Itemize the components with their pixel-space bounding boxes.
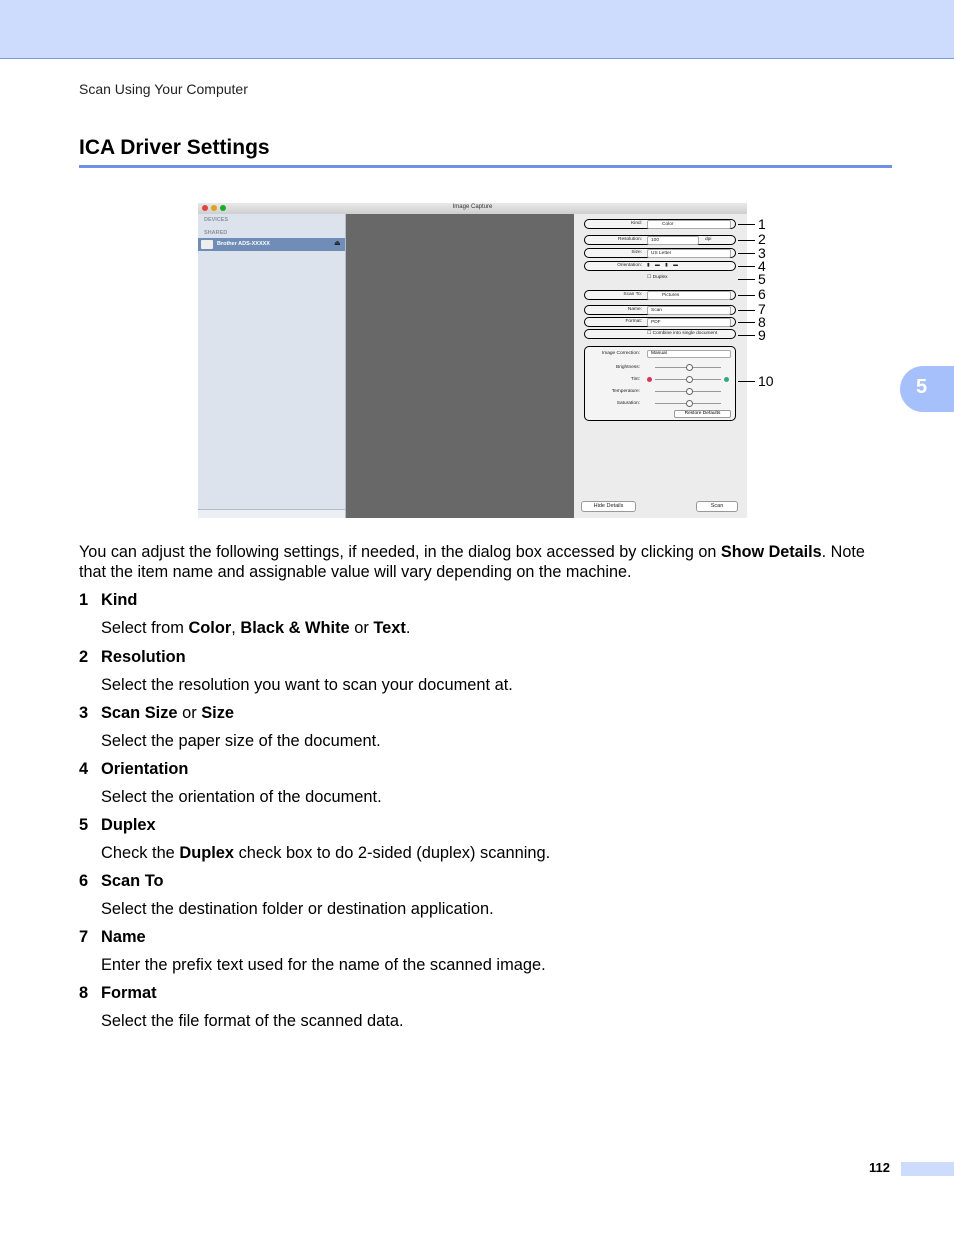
kind-row bbox=[584, 219, 736, 229]
brightness-label: Brightness: bbox=[616, 365, 640, 370]
item-title-or: or bbox=[177, 704, 202, 722]
item-title: Name bbox=[101, 928, 146, 946]
orientation-buttons[interactable]: ▮ ▬ ▮ ▬ bbox=[647, 263, 680, 268]
callout-number: 6 bbox=[758, 286, 766, 302]
running-title: Scan Using Your Computer bbox=[79, 81, 248, 97]
image-correction-group bbox=[584, 346, 736, 421]
intro-paragraph bbox=[79, 542, 892, 582]
scan-to-select[interactable] bbox=[647, 291, 731, 300]
scan-to-label: Scan To: bbox=[623, 292, 642, 297]
saturation-knob[interactable] bbox=[686, 400, 693, 407]
saturation-slider[interactable] bbox=[655, 403, 721, 404]
item-number: 4 bbox=[79, 760, 89, 778]
item-format-desc: Select the file format of the scanned data. bbox=[101, 1012, 404, 1030]
callout-line bbox=[738, 240, 755, 241]
callout-line bbox=[738, 266, 755, 267]
device-sidebar bbox=[198, 214, 346, 518]
callout-line bbox=[738, 322, 755, 323]
item-scan-to-desc: Select the destination folder or destination application. bbox=[101, 900, 494, 918]
image-correction-select[interactable] bbox=[647, 350, 731, 358]
devices-heading: DEVICES bbox=[204, 217, 229, 223]
item-number: 7 bbox=[79, 928, 89, 946]
image-correction-label: Image Correction: bbox=[601, 351, 640, 356]
saturation-label: Saturation: bbox=[616, 401, 640, 406]
desc-text: Select from bbox=[101, 619, 189, 637]
duplex-label: Duplex bbox=[652, 275, 668, 280]
temperature-knob[interactable] bbox=[686, 388, 693, 395]
intro-bold: Show Details bbox=[720, 543, 822, 561]
size-select[interactable] bbox=[647, 249, 731, 258]
name-label: Name: bbox=[627, 307, 642, 312]
item-kind-desc bbox=[101, 619, 410, 638]
callout-line bbox=[738, 224, 755, 225]
item-number: 5 bbox=[79, 816, 89, 834]
kind-value: Color bbox=[662, 222, 674, 227]
orientation-row bbox=[584, 261, 736, 271]
restore-defaults-button[interactable]: Restore Defaults bbox=[674, 410, 731, 418]
item-scan-size bbox=[79, 704, 234, 723]
combine-row bbox=[584, 329, 736, 339]
item-scan-to bbox=[79, 872, 164, 891]
item-orientation bbox=[79, 760, 188, 779]
format-select[interactable] bbox=[647, 318, 731, 327]
duplex-checkbox[interactable]: ☐ Duplex bbox=[647, 275, 668, 280]
item-kind bbox=[79, 591, 137, 610]
item-title: Size bbox=[201, 704, 235, 722]
item-title: Duplex bbox=[101, 816, 156, 834]
shared-heading: SHARED bbox=[204, 230, 228, 236]
tint-low-icon bbox=[647, 377, 652, 382]
image-correction-value: Manual bbox=[651, 351, 667, 356]
desc-bold: Text bbox=[373, 619, 406, 637]
format-value: PDF bbox=[651, 320, 661, 325]
device-name: Brother ADS-XXXXX bbox=[217, 241, 270, 247]
desc-text: or bbox=[349, 619, 374, 637]
duplex-row bbox=[584, 273, 736, 283]
item-title: Scan To bbox=[101, 872, 164, 890]
item-scan-size-desc: Select the paper size of the document. bbox=[101, 732, 381, 750]
resolution-value: 100 bbox=[651, 238, 660, 243]
callout-number: 8 bbox=[758, 314, 766, 330]
desc-bold: Color bbox=[188, 619, 232, 637]
scan-to-row bbox=[584, 290, 736, 300]
callout-number: 2 bbox=[758, 231, 766, 247]
name-value: Scan bbox=[651, 308, 662, 313]
desc-text: . bbox=[405, 619, 411, 637]
callout-number: 10 bbox=[758, 373, 774, 389]
desc-text: , bbox=[231, 619, 241, 637]
desc-bold: Duplex bbox=[179, 844, 235, 862]
item-duplex bbox=[79, 816, 156, 835]
resolution-label: Resolution: bbox=[618, 237, 642, 242]
scan-preview-area bbox=[346, 214, 574, 518]
eject-icon[interactable]: ⏏ bbox=[334, 240, 341, 247]
intro-text: . Note that the item name and assignable value will vary depending on the machine. bbox=[79, 543, 865, 581]
brightness-knob[interactable] bbox=[686, 364, 693, 371]
combine-checkbox[interactable]: ☐ Combine into single document bbox=[647, 331, 718, 336]
scanner-icon bbox=[201, 240, 213, 249]
callout-number: 3 bbox=[758, 245, 766, 261]
callout-number: 9 bbox=[758, 327, 766, 343]
section-title: ICA Driver Settings bbox=[79, 136, 270, 159]
name-row bbox=[584, 305, 736, 315]
item-title: Orientation bbox=[101, 760, 189, 778]
hide-details-button[interactable]: Hide Details bbox=[581, 501, 636, 512]
desc-text: Check the bbox=[101, 844, 180, 862]
settings-panel bbox=[574, 214, 747, 518]
tint-high-icon bbox=[724, 377, 729, 382]
format-row bbox=[584, 317, 736, 327]
resolution-field[interactable] bbox=[647, 236, 699, 245]
desc-bold: Black & White bbox=[240, 619, 350, 637]
item-name-desc: Enter the prefix text used for the name of the scanned image. bbox=[101, 956, 546, 974]
callout-number: 5 bbox=[758, 271, 766, 287]
callout-line bbox=[738, 253, 755, 254]
item-title: Resolution bbox=[101, 648, 186, 666]
item-resolution bbox=[79, 648, 186, 667]
page-number: 112 bbox=[869, 1160, 890, 1175]
chapter-number: 5 bbox=[916, 376, 928, 398]
brightness-slider[interactable] bbox=[655, 367, 721, 368]
item-name bbox=[79, 928, 146, 947]
kind-select[interactable] bbox=[647, 220, 731, 229]
sidebar-item-device[interactable] bbox=[198, 238, 345, 251]
item-resolution-desc: Select the resolution you want to scan your document at. bbox=[101, 676, 513, 694]
title-rule bbox=[79, 165, 892, 168]
chapter-tab bbox=[900, 366, 954, 412]
combine-label: Combine into single document bbox=[652, 331, 718, 336]
callout-line bbox=[738, 335, 755, 336]
tint-slider[interactable] bbox=[655, 379, 721, 380]
callout-line bbox=[738, 295, 755, 296]
intro-text: You can adjust the following settings, if needed, in the dialog box accessed by clicking on bbox=[79, 543, 721, 561]
item-number: 2 bbox=[79, 648, 89, 666]
callout-number: 4 bbox=[758, 258, 766, 274]
item-number: 3 bbox=[79, 704, 89, 722]
image-capture-screenshot bbox=[198, 203, 747, 518]
callout-number: 1 bbox=[758, 216, 766, 232]
item-title: Scan Size bbox=[101, 704, 178, 722]
item-orientation-desc: Select the orientation of the document. bbox=[101, 788, 382, 806]
size-value: US Letter bbox=[651, 251, 672, 256]
size-label: Size: bbox=[631, 250, 642, 255]
size-row bbox=[584, 248, 736, 258]
name-field[interactable] bbox=[647, 306, 731, 315]
sidebar-footer bbox=[198, 509, 345, 518]
temperature-label: Temperature: bbox=[611, 389, 640, 394]
callout-line bbox=[738, 381, 755, 382]
desc-text: check box to do 2-sided (duplex) scanning. bbox=[234, 844, 551, 862]
item-number: 1 bbox=[79, 591, 89, 609]
resolution-row bbox=[584, 235, 736, 245]
window-title: Image Capture bbox=[452, 204, 493, 210]
item-format bbox=[79, 984, 157, 1003]
scan-to-value: Pictures bbox=[662, 293, 680, 298]
scan-button[interactable]: Scan bbox=[696, 501, 738, 512]
header-band bbox=[0, 0, 954, 59]
page-number-bar bbox=[901, 1162, 954, 1176]
callout-line bbox=[738, 310, 755, 311]
tint-knob[interactable] bbox=[686, 376, 693, 383]
item-number: 8 bbox=[79, 984, 89, 1002]
item-duplex-desc bbox=[101, 844, 550, 863]
format-label: Format: bbox=[625, 319, 642, 324]
resolution-unit: dpi bbox=[705, 237, 712, 242]
orientation-label: Orientation: bbox=[617, 263, 642, 268]
kind-label: Kind: bbox=[631, 221, 642, 226]
temperature-slider[interactable] bbox=[655, 391, 721, 392]
tint-label: Tint: bbox=[630, 377, 640, 382]
item-title: Kind bbox=[101, 591, 138, 609]
item-title: Format bbox=[101, 984, 157, 1002]
callout-number: 7 bbox=[758, 301, 766, 317]
item-number: 6 bbox=[79, 872, 89, 890]
callout-line bbox=[738, 279, 755, 280]
